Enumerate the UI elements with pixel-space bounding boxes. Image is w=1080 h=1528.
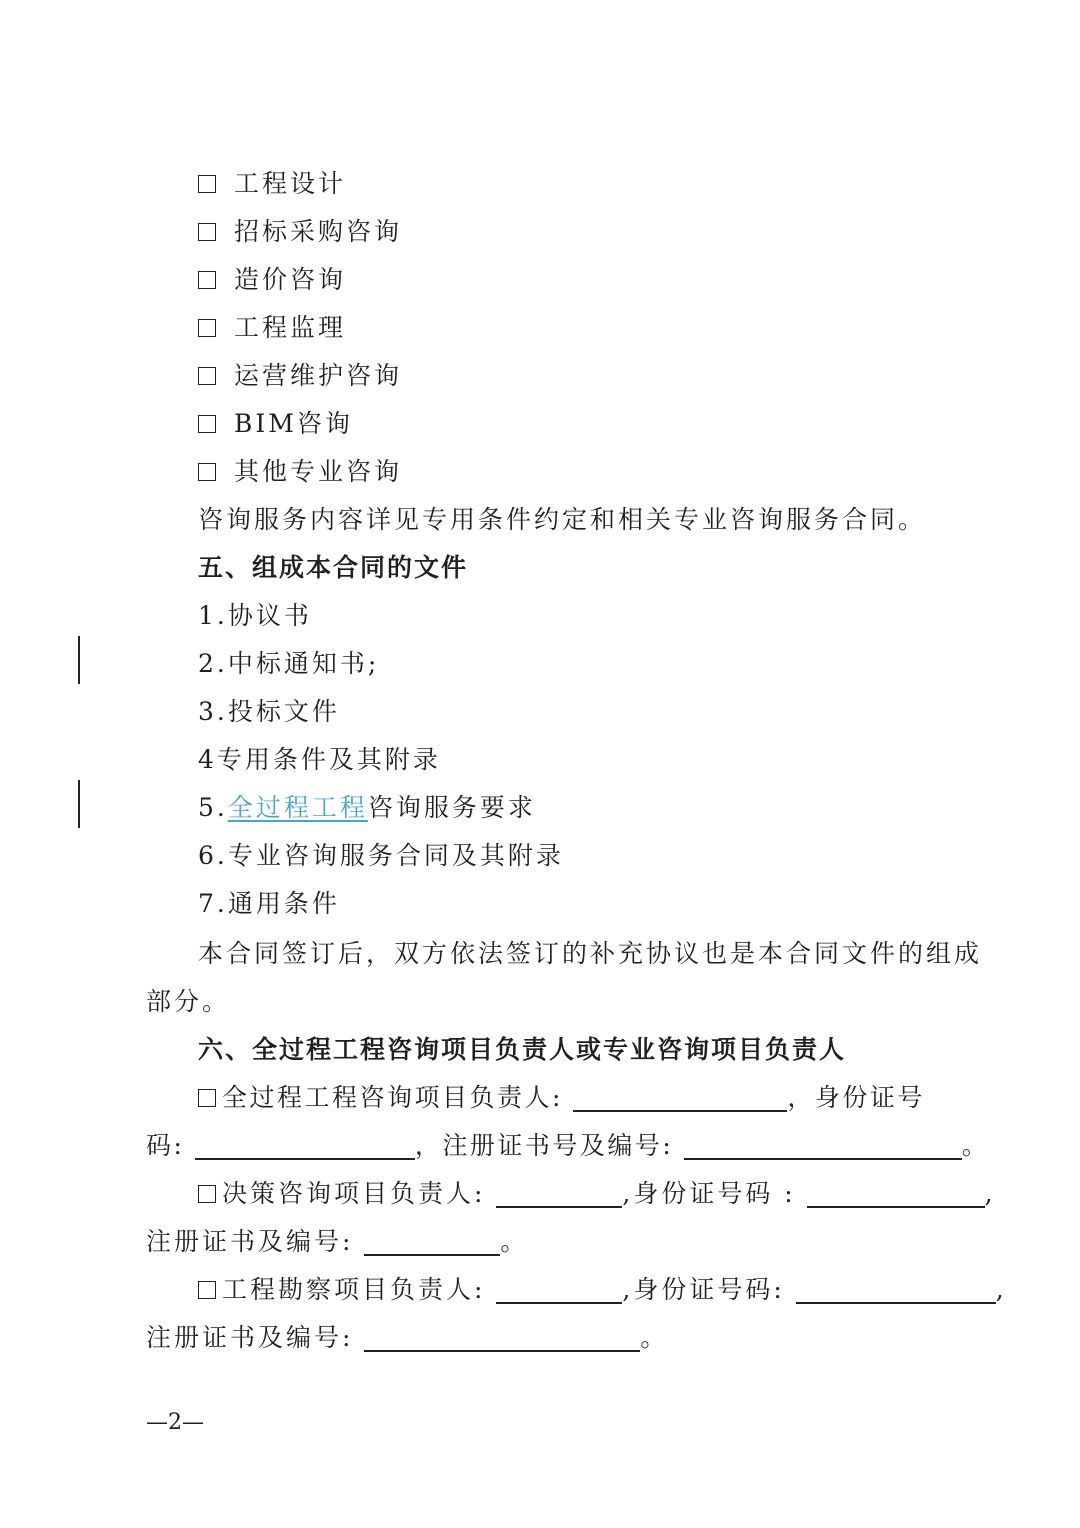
lead-cert-field[interactable] [684,1132,962,1160]
option-operation-maintenance[interactable]: 运营维护咨询 [198,360,402,392]
checkbox-icon[interactable] [198,463,216,481]
section-5-heading: 五、组成本合同的文件 [198,553,469,582]
field-whole-process-lead-cont: 码: ，注册证书号及编号: 。 [146,1131,990,1160]
section-6-heading: 六、全过程工程咨询项目负责人或专业咨询项目负责人 [198,1035,847,1064]
whole-process-link[interactable]: 全过程工程 [227,793,368,822]
list-item: 6.专业咨询服务合同及其附录 [198,841,564,870]
option-supervision[interactable]: 工程监理 [198,312,346,344]
checkbox-icon[interactable] [198,1281,216,1299]
list-item: 3.投标文件 [198,697,340,726]
section-5-note: 本合同签订后，双方依法签订的补充协议也是本合同文件的组成 [198,939,983,968]
lead-name-field[interactable] [573,1084,787,1112]
list-item: 4专用条件及其附录 [198,745,441,774]
checkbox-icon[interactable] [198,175,216,193]
field-whole-process-lead: 全过程工程咨询项目负责人: ，身份证号 [198,1082,925,1114]
checkbox-icon[interactable] [198,1089,216,1107]
option-bim-consulting[interactable]: BIM咨询 [198,408,353,440]
option-procurement-consulting[interactable]: 招标采购咨询 [198,216,402,248]
option-engineering-design[interactable]: 工程设计 [198,168,346,200]
list-item: 2.中标通知书; [198,649,380,678]
service-note: 咨询服务内容详见专用条件约定和相关专业咨询服务合同。 [198,505,927,534]
lead-id-field[interactable] [195,1132,415,1160]
revision-bar [78,636,80,684]
checkbox-icon[interactable] [198,319,216,337]
checkbox-icon[interactable] [198,367,216,385]
field-decision-lead-cont: 注册证书及编号: 。 [146,1227,529,1256]
list-item: 5.全过程工程咨询服务要求 [198,793,536,822]
option-other-consulting[interactable]: 其他专业咨询 [198,456,402,488]
page-number: —2— [146,1410,204,1435]
checkbox-icon[interactable] [198,223,216,241]
checkbox-icon[interactable] [198,1185,216,1203]
list-item: 1.协议书 [198,601,312,630]
list-item: 7.通用条件 [198,889,340,918]
decision-name-field[interactable] [496,1180,622,1208]
field-survey-lead-cont: 注册证书及编号: 。 [146,1323,669,1352]
field-survey-lead: 工程勘察项目负责人: ,身份证号码: , [198,1274,1007,1306]
checkbox-icon[interactable] [198,415,216,433]
survey-cert-field[interactable] [364,1324,640,1352]
option-cost-consulting[interactable]: 造价咨询 [198,264,346,296]
field-decision-lead: 决策咨询项目负责人: ,身份证号码 : , [198,1178,996,1210]
section-5-note-cont: 部分。 [146,987,231,1016]
survey-name-field[interactable] [496,1276,622,1304]
decision-id-field[interactable] [807,1180,985,1208]
checkbox-icon[interactable] [198,271,216,289]
revision-bar [78,780,80,828]
decision-cert-field[interactable] [364,1228,500,1256]
survey-id-field[interactable] [796,1276,996,1304]
